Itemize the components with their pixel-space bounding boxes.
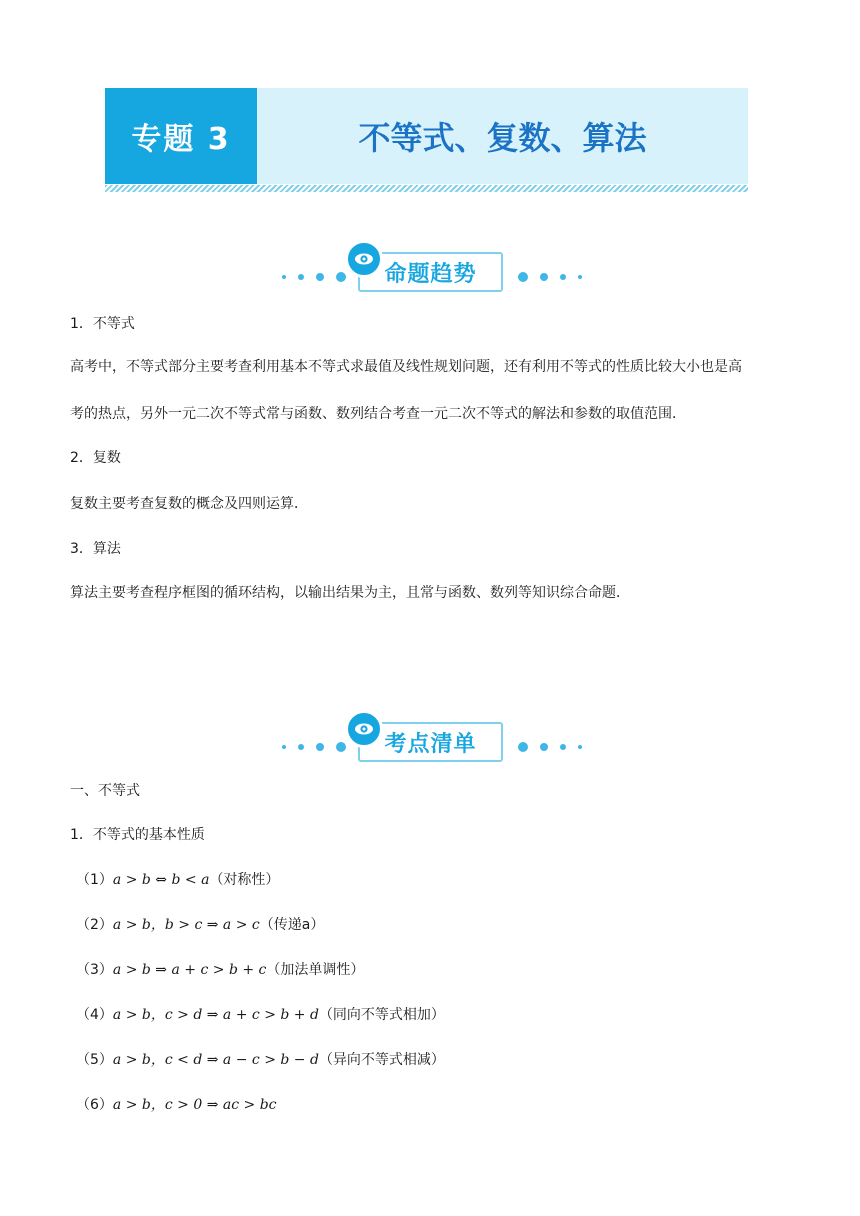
property-item: （1）a > b ⇔ b < a（对称性）: [76, 872, 280, 888]
section-title: 考点清单: [358, 722, 503, 762]
heading-algorithm: 3．算法: [70, 541, 121, 557]
part-heading: 一、不等式: [70, 783, 140, 799]
decorative-dots: [518, 270, 582, 284]
paragraph: 复数主要考查复数的概念及四则运算．: [70, 496, 308, 512]
property-item: （2）a > b，b > c ⇒ a > c（传递a）: [76, 917, 325, 933]
heading-inequality: 1．不等式: [70, 316, 135, 332]
banner-stripe: [105, 185, 748, 192]
topic-title: 不等式、复数、算法: [358, 119, 647, 157]
decorative-dots: [518, 740, 582, 754]
property-item: （5）a > b，c < d ⇒ a − c > b − d（异向不等式相减）: [76, 1052, 445, 1068]
section-title: 命题趋势: [358, 252, 503, 292]
decorative-dots: [282, 270, 346, 284]
paragraph: 考的热点，另外一元二次不等式常与函数、数列结合考查一元二次不等式的解法和参数的取值范围．: [70, 406, 686, 422]
decorative-dots: [282, 740, 346, 754]
topic-number: 专题 3: [105, 88, 257, 184]
sub-heading: 1．不等式的基本性质: [70, 827, 205, 843]
paragraph: 高考中，不等式部分主要考查利用基本不等式求最值及线性规划问题，还有利用不等式的性质比较大小也是高: [70, 359, 742, 375]
section-header-list: [0, 710, 860, 766]
section-header-trend: [0, 240, 860, 296]
eye-icon: [345, 240, 383, 278]
header-banner: [105, 88, 748, 184]
heading-complex: 2．复数: [70, 450, 121, 466]
eye-icon: [345, 710, 383, 748]
property-item: （3）a > b ⇒ a + c > b + c（加法单调性）: [76, 962, 365, 978]
paragraph: 算法主要考查程序框图的循环结构，以输出结果为主，且常与函数、数列等知识综合命题．: [70, 585, 630, 601]
property-item: （4）a > b，c > d ⇒ a + c > b + d（同向不等式相加）: [76, 1007, 445, 1023]
property-item: （6）a > b，c > 0 ⇒ ac > bc: [76, 1097, 277, 1113]
